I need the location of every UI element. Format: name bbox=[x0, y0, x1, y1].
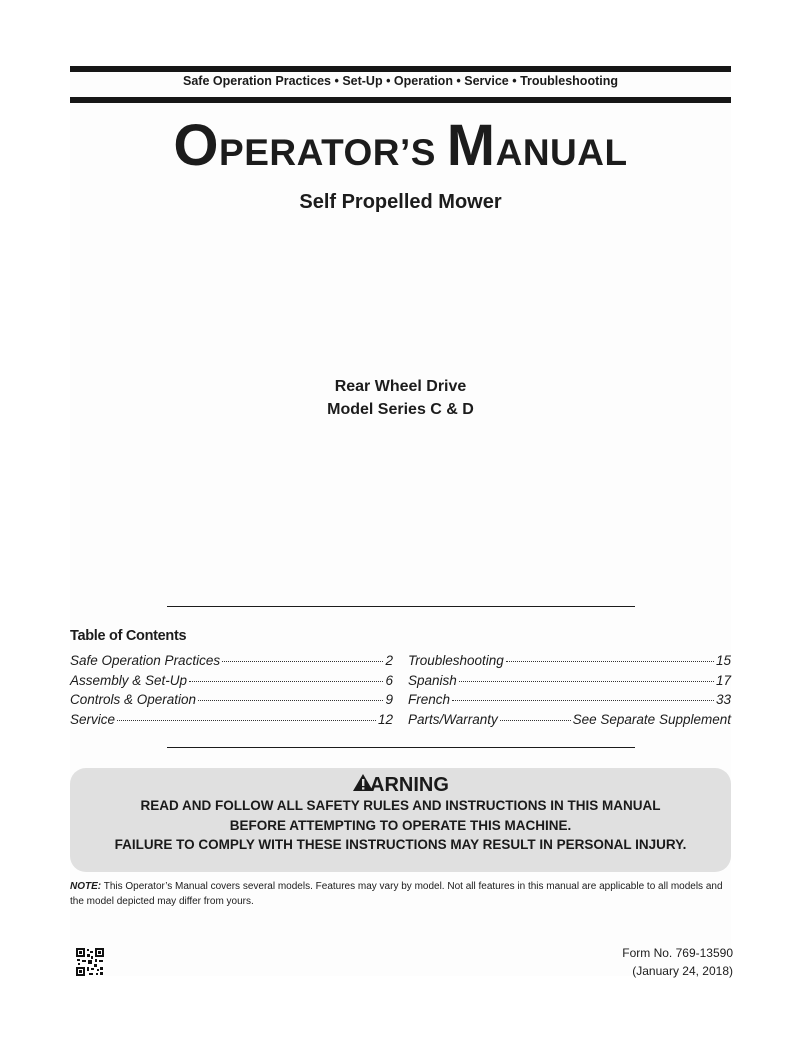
note-text: NOTE: This Operator’s Manual covers several models. Features may vary by model. Not all features in this manual are applicable to all models and the model depicted may differ from yours. bbox=[70, 881, 723, 907]
toc-item[interactable]: Parts/Warranty See Separate Supplement bbox=[408, 711, 731, 727]
note-label: NOTE: bbox=[70, 881, 102, 892]
toc-title: Table of Contents bbox=[70, 628, 187, 644]
header-topline: Safe Operation Practices • Set-Up • Operation • Service • Troubleshooting bbox=[183, 74, 618, 88]
toc-item[interactable]: Service 12 bbox=[70, 711, 393, 727]
toc-right-column bbox=[408, 651, 731, 729]
qr-code-icon bbox=[76, 948, 104, 976]
form-date: (January 24, 2018) bbox=[632, 964, 733, 978]
warning-title: ARNING bbox=[70, 772, 731, 797]
top-rule-upper bbox=[70, 66, 731, 72]
toc-item[interactable]: Spanish 17 bbox=[408, 672, 731, 688]
subtitle: Self Propelled Mower bbox=[299, 191, 502, 213]
warning-line: READ AND FOLLOW ALL SAFETY RULES AND INSTRUCTIONS IN THIS MANUAL bbox=[140, 798, 661, 813]
warning-triangle-icon bbox=[352, 773, 374, 798]
model-info bbox=[70, 375, 731, 421]
toc-item[interactable]: French 33 bbox=[408, 692, 731, 707]
divider-bottom bbox=[167, 747, 635, 748]
top-rule-lower bbox=[70, 97, 731, 103]
toc-item[interactable]: Assembly & Set-Up 6 bbox=[70, 672, 393, 688]
warning-line: BEFORE ATTEMPTING TO OPERATE THIS MACHINE. bbox=[229, 818, 572, 833]
toc-item[interactable]: Controls & Operation 9 bbox=[70, 692, 393, 707]
toc-left-column bbox=[70, 651, 393, 729]
warning-line: FAILURE TO COMPLY WITH THESE INSTRUCTIONS MAY RESULT IN PERSONAL INJURY. bbox=[114, 837, 687, 852]
form-number: Form No. 769-13590 bbox=[622, 946, 733, 960]
form-info bbox=[540, 944, 733, 980]
page-title: OPERATOR’S MANUAL bbox=[173, 113, 628, 178]
toc-item[interactable]: Safe Operation Practices 2 bbox=[70, 653, 393, 668]
divider-top bbox=[167, 606, 635, 607]
drive-type: Rear Wheel Drive bbox=[334, 378, 467, 395]
model-series: Model Series C & D bbox=[327, 401, 474, 418]
toc-item[interactable]: Troubleshooting 15 bbox=[408, 653, 731, 668]
